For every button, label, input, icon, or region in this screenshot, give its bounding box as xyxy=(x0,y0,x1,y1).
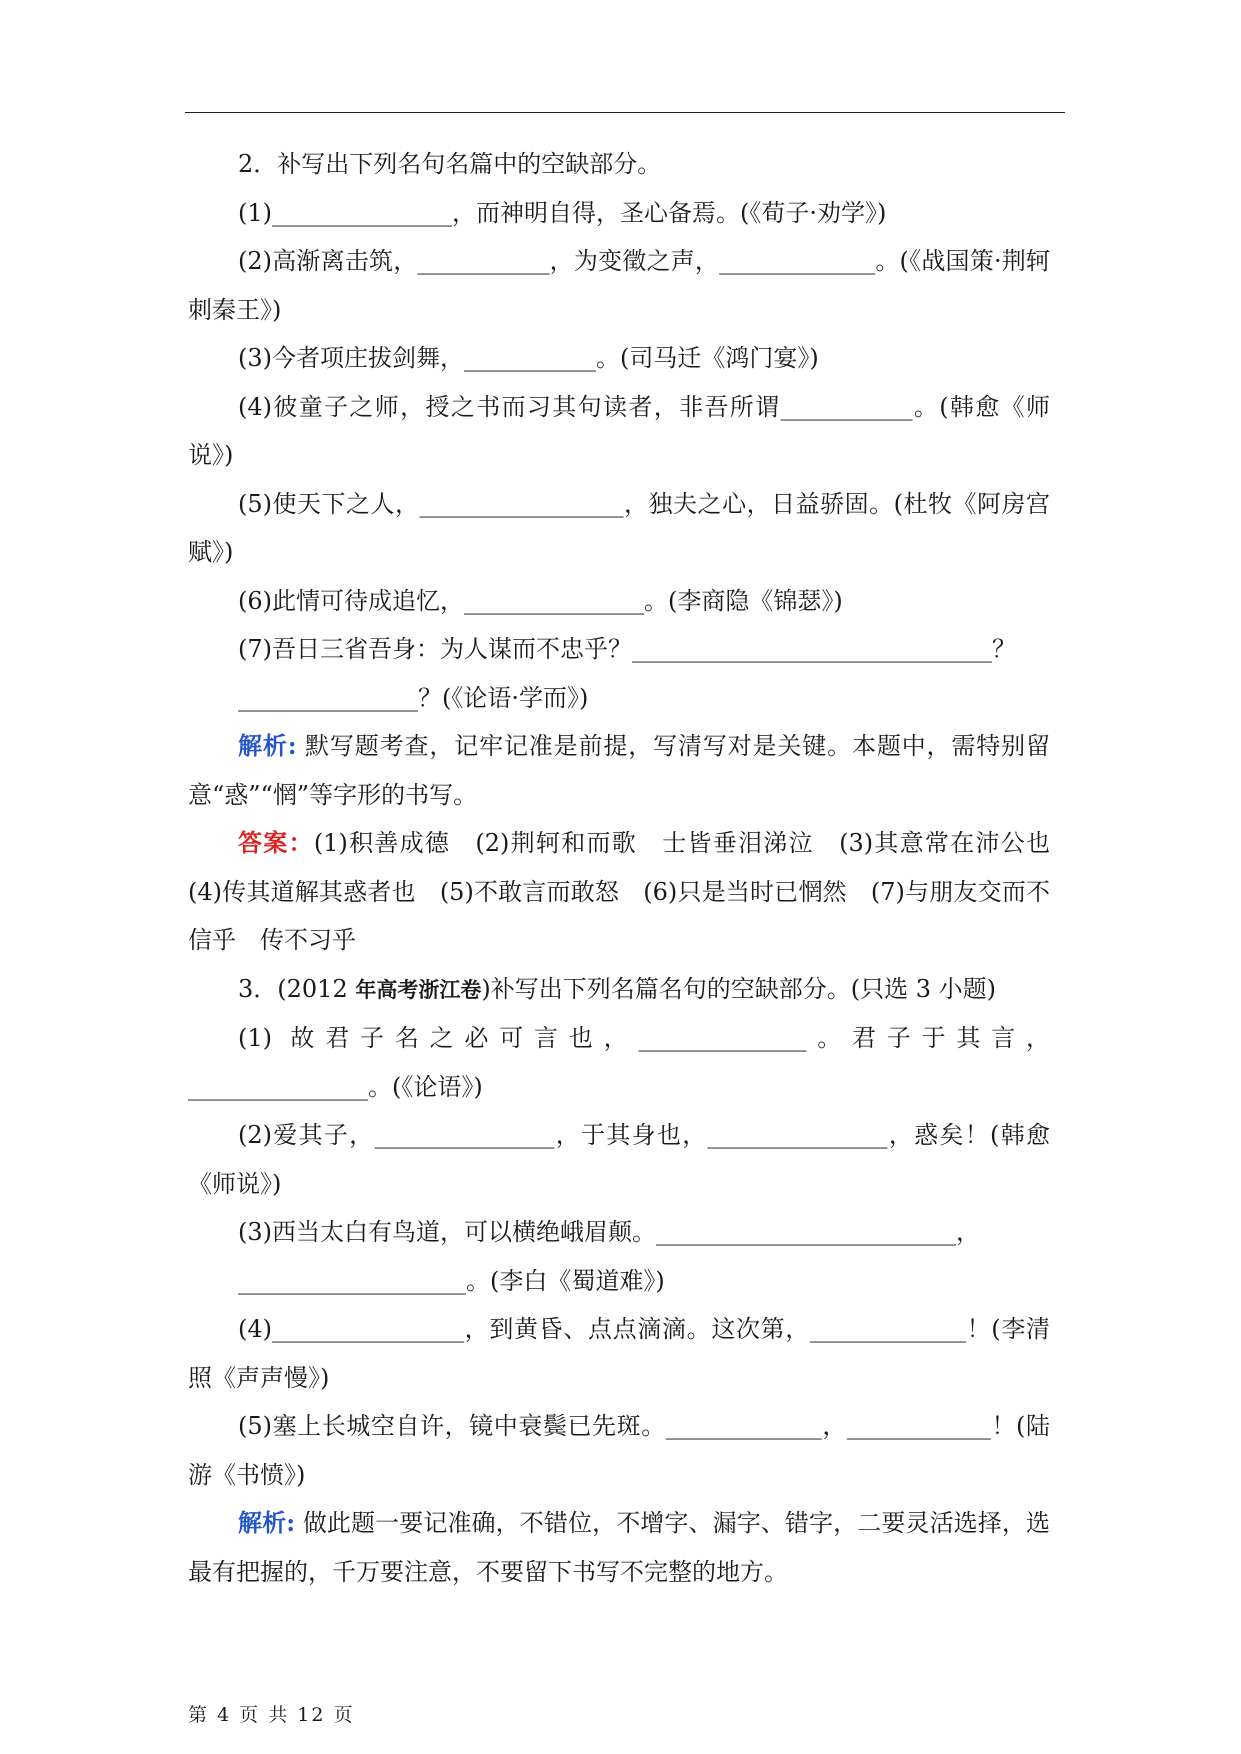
q3-analysis xyxy=(188,1499,1050,1596)
page-content xyxy=(188,140,1074,1596)
q2-item-3: (3)今者项庄拔剑舞，___________。(司马迁《鸿门宴》) xyxy=(238,344,819,372)
analysis-label: 解析: xyxy=(238,1508,296,1537)
q2-item-7: (7)吾日三省吾身：为人谋而不忠乎？______________________________？ xyxy=(238,635,1016,663)
q3-item-1: (1) 故君子名之必可言也，______________。君子于其言，_______________。(《论语》) xyxy=(188,1024,1050,1101)
q3-item-5: (5)塞上长城空自许，镜中衰鬓已先斑。_____________，____________！(陆游《书愤》) xyxy=(188,1412,1050,1489)
q2-title: 2．补写出下列名句名篇中的空缺部分。 xyxy=(238,150,662,178)
q3-title-emph: 年高考浙江卷 xyxy=(355,977,482,1002)
q3-title-prefix: 3．(2012 xyxy=(238,974,356,1003)
q3-item-4: (4)________________，到黄昏、点点滴滴。这次第，_____________！(李清照《声声慢》) xyxy=(188,1315,1050,1392)
page-footer: 第 4 页 共 12 页 xyxy=(188,1704,355,1726)
q2-item-5: (5)使天下之人，_________________，独夫之心，日益骄固。(杜牧《阿房宫赋》) xyxy=(188,489,1050,566)
q2-item-1: (1)_______________，而神明自得，圣心备焉。(《荀子·劝学》) xyxy=(238,198,887,227)
q3-item-3: (3)西当太白有鸟道，可以横绝峨眉颠。_________________________， xyxy=(238,1218,980,1246)
analysis-text: 做此题一要记准确，不错位，不增字、漏字、错字，二要灵活选择，选最有把握的，千万要注意，不要留下书写不完整的地方。 xyxy=(188,1509,1050,1586)
q2-item-4: (4)彼童子之师，授之书而习其句读者，非吾所谓___________。(韩愈《师说》) xyxy=(188,392,1050,469)
q3-item-3-cont: ___________________。(李白《蜀道难》) xyxy=(238,1266,665,1295)
answer-text: (1)积善成德 (2)荆轲和而歌 士皆垂泪涕泣 (3)其意常在沛公也 (4)传其道解其惑者也 (5)不敢言而敢怒 (6)只是当时已惘然 (7)与朋友交而不信乎 传不习乎 xyxy=(188,829,1074,954)
analysis-label: 解析: xyxy=(238,731,297,760)
q2-answer xyxy=(188,819,1074,965)
q2-analysis xyxy=(188,722,1050,819)
q3-item-2: (2)爱其子，_______________，于其身也，_______________，惑矣！(韩愈《师说》) xyxy=(188,1121,1050,1198)
q2-item-6: (6)此情可待成追忆，_______________。(李商隐《锦瑟》) xyxy=(238,586,843,615)
header-rule xyxy=(185,112,1065,113)
q3-title xyxy=(188,965,1050,1015)
q2-item-2: (2)高渐离击筑，___________，为变徵之声，_____________。(《战国策·荆轲刺秦王》) xyxy=(188,247,1050,324)
q2-item-7-cont: _______________？(《论语·学而》) xyxy=(238,683,589,712)
analysis-text: 默写题考查，记牢记准是前提，写清写对是关键。本题中，需特别留意“惑”“惘”等字形的书写。 xyxy=(188,732,1050,809)
answer-label: 答案： xyxy=(238,828,314,857)
q3-title-suffix: )补写出下列名篇名句的空缺部分。(只选 3 小题) xyxy=(481,974,996,1003)
